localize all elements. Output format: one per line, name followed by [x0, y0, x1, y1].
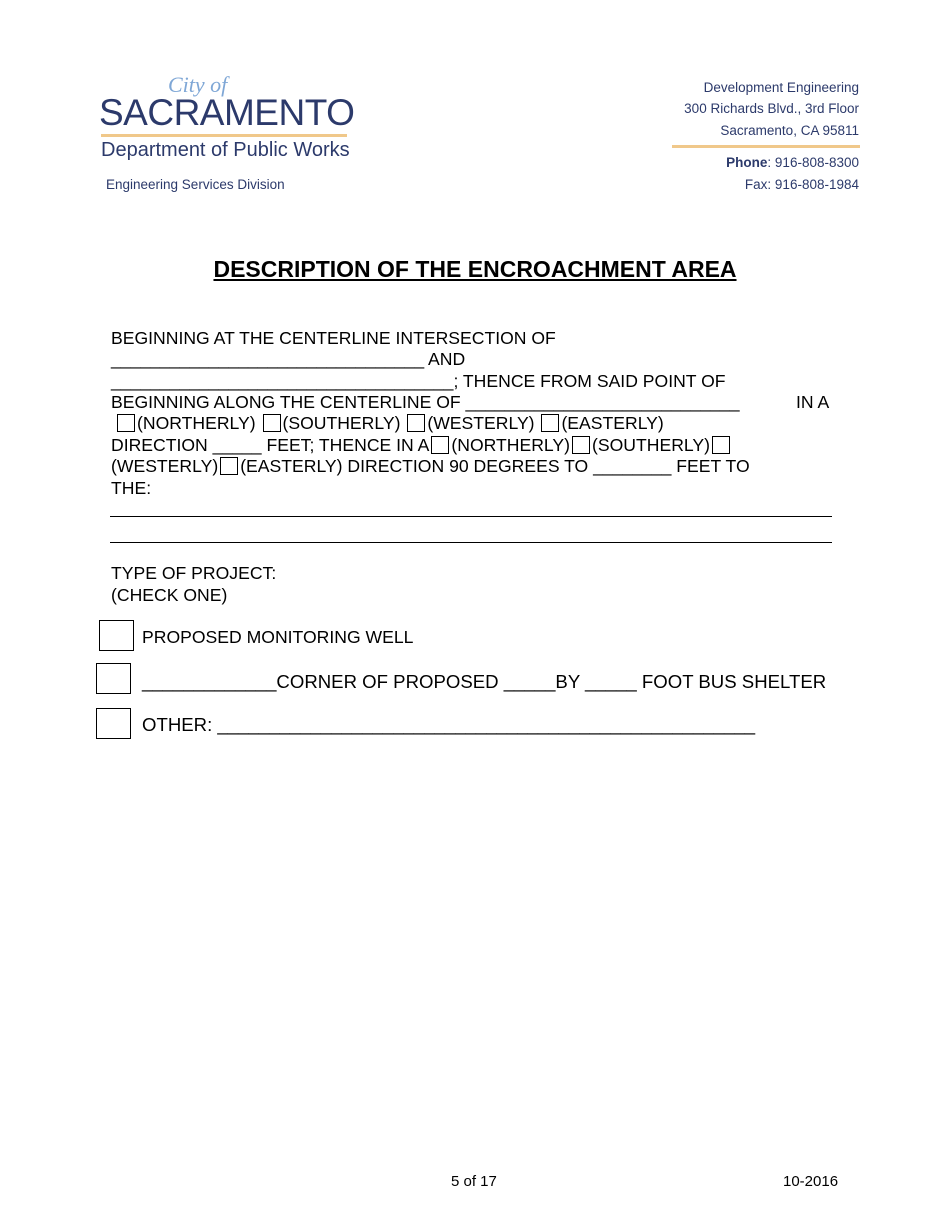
division-name: Engineering Services Division [106, 177, 285, 192]
option-label: _____________CORNER OF PROPOSED _____BY _____ FOOT BUS SHELTER [142, 671, 827, 692]
option-label: PROPOSED MONITORING WELL [142, 627, 414, 647]
desc-line: THE: [111, 478, 152, 498]
address-divider [672, 145, 860, 148]
logo-divider [101, 134, 347, 137]
southerly-checkbox[interactable] [263, 414, 281, 432]
label: (WESTERLY) [427, 413, 535, 433]
direction-row-2 [111, 435, 732, 456]
option-label: OTHER: ____________________________________________________ [142, 714, 756, 735]
bus-shelter-checkbox[interactable] [96, 663, 131, 694]
desc-line: ___________________________________; THENCE FROM SAID POINT OF [111, 371, 726, 391]
page-title [0, 256, 950, 283]
desc-line: ________________________________ AND [111, 349, 466, 369]
label: (SOUTHERLY) [592, 435, 710, 455]
label: DIRECTION _____ FEET; THENCE IN A [111, 435, 430, 455]
logo-city-of: City of [168, 72, 228, 97]
label: (NORTHERLY) [451, 435, 571, 455]
direction-row-1 [115, 413, 664, 434]
westerly-checkbox-2[interactable] [712, 436, 730, 454]
easterly-checkbox[interactable] [541, 414, 559, 432]
desc-line: BEGINNING ALONG THE CENTERLINE OF ____________________________ [111, 392, 740, 412]
label: (SOUTHERLY) [282, 413, 401, 433]
southerly-checkbox-2[interactable] [572, 436, 590, 454]
label: (WESTERLY) [111, 456, 219, 476]
address-line: 300 Richards Blvd., 3rd Floor [684, 101, 859, 116]
address-line: Sacramento, CA 95811 [720, 123, 859, 138]
project-label: TYPE OF PROJECT: [111, 563, 277, 583]
blank-line[interactable] [110, 516, 832, 517]
label: (EASTERLY) DIRECTION 90 DEGREES TO ________ FEET TO [240, 456, 750, 476]
address-line: Development Engineering [703, 80, 859, 95]
other-checkbox[interactable] [96, 708, 131, 739]
phone-number: : 916-808-8300 [767, 155, 859, 170]
phone-label: Phone [726, 155, 768, 170]
project-sublabel: (CHECK ONE) [111, 585, 228, 605]
fax: Fax: 916-808-1984 [744, 177, 859, 192]
revision-date: 10-2016 [783, 1173, 839, 1190]
phone [726, 155, 859, 170]
westerly-checkbox[interactable] [407, 414, 425, 432]
label: (NORTHERLY) [137, 413, 256, 433]
desc-line: BEGINNING AT THE CENTERLINE INTERSECTION OF [111, 328, 556, 348]
desc-line: IN A [796, 392, 830, 412]
monitoring-well-checkbox[interactable] [99, 620, 134, 651]
northerly-checkbox[interactable] [117, 414, 135, 432]
label: (EASTERLY) [561, 413, 664, 433]
direction-row-3 [111, 456, 750, 477]
blank-line[interactable] [110, 542, 832, 543]
logo-department: Department of Public Works [101, 139, 350, 161]
northerly-checkbox-2[interactable] [431, 436, 449, 454]
logo-sacramento: SACRAMENTO [99, 92, 355, 133]
title-text: DESCRIPTION OF THE ENCROACHMENT AREA [213, 256, 737, 282]
page-number: 5 of 17 [451, 1173, 497, 1190]
easterly-checkbox-2[interactable] [220, 457, 238, 475]
